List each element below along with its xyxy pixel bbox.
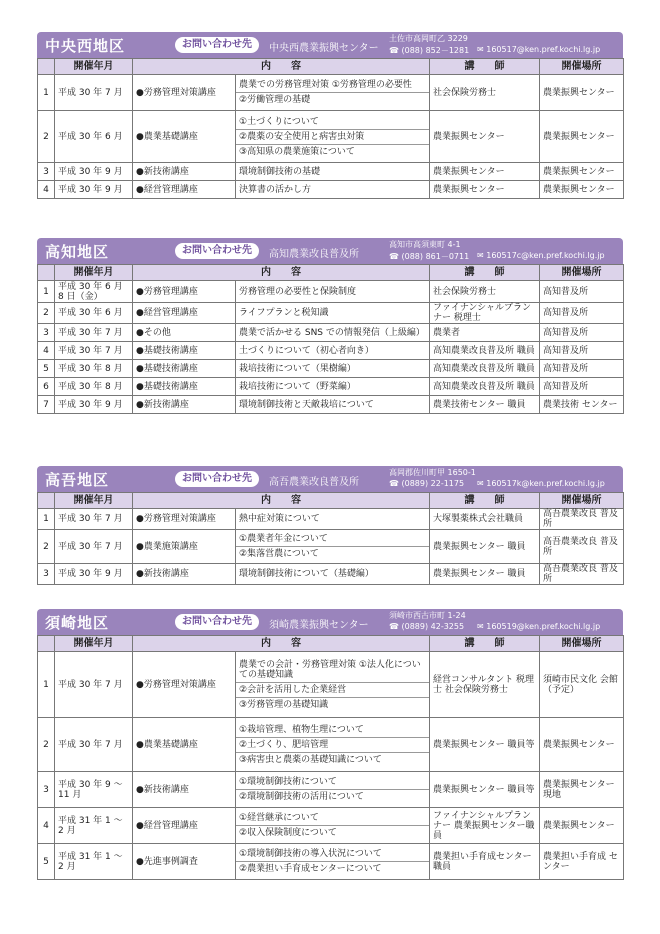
header-no: [38, 265, 55, 281]
region-header-band: [37, 609, 623, 635]
row-lecturer: 農業振興センター: [430, 181, 540, 199]
content-line: ①土づくりについて: [239, 116, 319, 127]
row-date: 平成 30 年 6 月: [55, 303, 133, 324]
region-name: 高吾地区: [45, 471, 110, 489]
row-lecturer: 社会保険労務士: [430, 75, 540, 111]
table-row: [38, 564, 624, 585]
content-line: 農業での労務管理対策 ①労務管理の必要性: [239, 80, 412, 90]
row-number: 2: [38, 718, 55, 772]
row-content: 栽培技術について（果樹編）: [236, 360, 430, 378]
header-lecturer: 講 師: [430, 265, 540, 281]
table-row: [38, 396, 624, 414]
row-number: 6: [38, 378, 55, 396]
content-line: ②土づくり、肥培管理: [236, 737, 429, 752]
row-number: 2: [38, 303, 55, 324]
row-lecturer: 農業振興センター 職員: [430, 564, 540, 585]
region-header-band: [37, 466, 623, 492]
row-content: [236, 530, 430, 564]
row-date: 平成 30 年 6 月: [55, 111, 133, 163]
content-line: ①環境制御技術について: [239, 777, 337, 787]
row-lecturer: ファイナンシャルプランナー 税理士: [430, 303, 540, 324]
row-date: 平成 30 年 7 月: [55, 718, 133, 772]
row-content: 環境制御技術と天敵栽培について: [236, 396, 430, 414]
content-line: ②収入保険制度について: [236, 825, 429, 840]
row-venue: 農業振興センター: [540, 75, 624, 111]
row-number: 2: [38, 111, 55, 163]
row-content: 土づくりについて（初心者向き）: [236, 342, 430, 360]
row-venue: 農業振興センター: [540, 718, 624, 772]
row-content: 環境制御技術について（基礎編）: [236, 564, 430, 585]
row-course: ●労務管理対策講座: [133, 509, 236, 530]
row-course: ●経営管理講座: [133, 181, 236, 199]
course-table: [37, 492, 624, 585]
content-line: 農業での会計・労務管理対策 ①法人化についての基礎知識: [239, 659, 421, 680]
row-venue: 農業振興センター 現地: [540, 772, 624, 808]
row-course: ●労務管理対策講座: [133, 75, 236, 111]
course-table: [37, 635, 624, 880]
table-header-row: [38, 493, 624, 509]
row-date: 平成 30 年 7 月: [55, 342, 133, 360]
header-content: 内 容: [133, 59, 430, 75]
region-name: 高知地区: [45, 243, 110, 261]
row-lecturer: 大塚製薬株式会社職員: [430, 509, 540, 530]
row-lecturer: 農業振興センター 職員: [430, 530, 540, 564]
header-date: 開催年月: [55, 636, 133, 652]
contact-pill: お問い合わせ先: [175, 614, 259, 630]
table-row: [38, 718, 624, 772]
header-date: 開催年月: [55, 59, 133, 75]
center-name: 高吾農業改良普及所: [269, 477, 359, 488]
row-number: 1: [38, 652, 55, 718]
row-lecturer: 社会保険労務士: [430, 281, 540, 303]
row-number: 1: [38, 281, 55, 303]
header-venue: 開催場所: [540, 59, 624, 75]
row-course: ●労務管理対策講座: [133, 652, 236, 718]
table-row: [38, 530, 624, 564]
row-number: 7: [38, 396, 55, 414]
row-date: 平成 30 年 9 月: [55, 181, 133, 199]
header-no: [38, 493, 55, 509]
row-venue: 農業振興センター: [540, 181, 624, 199]
row-content: [236, 772, 430, 808]
table-row: [38, 281, 624, 303]
row-date: 平成 30 年 9 月: [55, 564, 133, 585]
contact-pill: お問い合わせ先: [175, 37, 259, 53]
row-lecturer: 農業者: [430, 324, 540, 342]
center-email[interactable]: ✉ 160517c@ken.pref.kochi.lg.jp: [477, 251, 605, 260]
row-content: [236, 718, 430, 772]
row-number: 2: [38, 530, 55, 564]
header-content: 内 容: [133, 493, 430, 509]
row-course: ●先進事例調査: [133, 844, 236, 880]
row-content: 熱中症対策について: [236, 509, 430, 530]
center-phone: ☎ (0889) 22-1175: [389, 479, 465, 488]
row-date: 平成 31 年 1 ～ 2 月: [55, 844, 133, 880]
header-date: 開催年月: [55, 493, 133, 509]
row-course: ●農業施策講座: [133, 530, 236, 564]
row-content: 農業で活かせる SNS での情報発信（上級編）: [236, 324, 430, 342]
row-venue: 高知普及所: [540, 281, 624, 303]
row-venue: 高知普及所: [540, 360, 624, 378]
row-number: 5: [38, 360, 55, 378]
center-phone: ☎ (088) 861－0711: [389, 252, 470, 261]
row-lecturer: 経営コンサルタント 税理士 社会保険労務士: [430, 652, 540, 718]
table-row: [38, 75, 624, 111]
content-line: ③労務管理の基礎知識: [236, 697, 429, 712]
course-table: [37, 58, 624, 199]
row-venue: 高吾農業改良 普及所: [540, 564, 624, 585]
row-venue: 農業振興センター: [540, 808, 624, 844]
region-section: [37, 238, 623, 414]
row-date: 平成 30 年 7 月: [55, 530, 133, 564]
row-course: ●労務管理講座: [133, 281, 236, 303]
content-line: ②労働管理の基礎: [236, 92, 429, 107]
content-line: ②会計を活用した企業経営: [236, 682, 429, 697]
table-row: [38, 324, 624, 342]
row-course: ●基礎技術講座: [133, 378, 236, 396]
row-lecturer: 農業振興センター 職員等: [430, 718, 540, 772]
header-lecturer: 講 師: [430, 636, 540, 652]
header-content: 内 容: [133, 265, 430, 281]
row-lecturer: 農業振興センター: [430, 111, 540, 163]
row-date: 平成 30 年 7 月: [55, 75, 133, 111]
row-date: 平成 30 年 7 月: [55, 324, 133, 342]
row-venue: 農業技術 センター: [540, 396, 624, 414]
row-course: ●経営管理講座: [133, 303, 236, 324]
row-lecturer: 農業担い手育成センター 職員: [430, 844, 540, 880]
row-number: 4: [38, 181, 55, 199]
content-line: ②環境制御技術の活用について: [236, 789, 429, 804]
row-number: 3: [38, 772, 55, 808]
table-row: [38, 509, 624, 530]
content-line: ①農業者年金について: [239, 534, 328, 544]
row-venue: 農業振興センター: [540, 111, 624, 163]
row-venue: 農業振興センター: [540, 163, 624, 181]
row-lecturer: 高知農業改良普及所 職員: [430, 360, 540, 378]
region-header-band: [37, 238, 623, 264]
row-date: 平成 30 年 9 ～ 11 月: [55, 772, 133, 808]
row-date: 平成 30 年 9 月: [55, 396, 133, 414]
row-lecturer: 農業技術センター 職員: [430, 396, 540, 414]
row-venue: 高吾農業改良 普及所: [540, 530, 624, 564]
table-header-row: [38, 59, 624, 75]
row-lecturer: 高知農業改良普及所 職員: [430, 378, 540, 396]
region-section: [37, 466, 623, 585]
header-lecturer: 講 師: [430, 493, 540, 509]
row-course: ●新技術講座: [133, 564, 236, 585]
row-course: ●基礎技術講座: [133, 360, 236, 378]
content-line: ③病害虫と農薬の基礎知識について: [236, 752, 429, 767]
center-address: 土佐市高岡町乙 3229: [389, 34, 468, 43]
header-no: [38, 59, 55, 75]
row-venue: 高知普及所: [540, 342, 624, 360]
content-line: ①栽培管理、植物生理について: [239, 724, 364, 735]
row-venue: 高知普及所: [540, 303, 624, 324]
region-section: [37, 609, 623, 880]
row-course: ●農業基礎講座: [133, 718, 236, 772]
row-date: 平成 31 年 1 ～ 2 月: [55, 808, 133, 844]
row-content: [236, 75, 430, 111]
row-content: [236, 111, 430, 163]
table-row: [38, 772, 624, 808]
contact-pill: お問い合わせ先: [175, 243, 259, 259]
row-course: ●新技術講座: [133, 396, 236, 414]
row-course: ●新技術講座: [133, 163, 236, 181]
row-content: ライフプランと税知識: [236, 303, 430, 324]
header-content: 内 容: [133, 636, 430, 652]
row-number: 3: [38, 324, 55, 342]
content-line: ①経営継承について: [239, 813, 319, 823]
row-content: 労務管理の必要性と保険制度: [236, 281, 430, 303]
row-number: 1: [38, 75, 55, 111]
header-lecturer: 講 師: [430, 59, 540, 75]
table-header-row: [38, 636, 624, 652]
row-course: ●その他: [133, 324, 236, 342]
center-email[interactable]: ✉ 160517k@ken.pref.kochi.lg.jp: [477, 479, 605, 488]
content-line: ②農業担い手育成センターについて: [236, 861, 429, 876]
content-line: ①環境制御技術の導入状況について: [239, 849, 382, 859]
table-row: [38, 342, 624, 360]
center-name: 高知農業改良普及所: [269, 249, 359, 260]
row-number: 1: [38, 509, 55, 530]
course-table: [37, 264, 624, 414]
region-section: [37, 32, 623, 199]
header-date: 開催年月: [55, 265, 133, 281]
center-address: 須崎市西古市町 1-24: [389, 611, 466, 620]
row-date: 平成 30 年 7 月: [55, 509, 133, 530]
region-name: 中央西地区: [45, 37, 126, 55]
table-row: [38, 378, 624, 396]
row-number: 4: [38, 342, 55, 360]
content-line: ③高知県の農業施策について: [236, 144, 429, 159]
row-date: 平成 30 年 7 月: [55, 652, 133, 718]
table-row: [38, 360, 624, 378]
header-venue: 開催場所: [540, 265, 624, 281]
row-content: 栽培技術について（野菜編）: [236, 378, 430, 396]
center-address: 高知市高須東町 4-1: [389, 240, 461, 249]
row-venue: 高知普及所: [540, 324, 624, 342]
table-row: [38, 808, 624, 844]
row-course: ●新技術講座: [133, 772, 236, 808]
row-content: 決算書の活かし方: [236, 181, 430, 199]
row-number: 5: [38, 844, 55, 880]
table-row: [38, 163, 624, 181]
row-venue: 須崎市民文化 会館（予定）: [540, 652, 624, 718]
row-lecturer: 農業振興センター: [430, 163, 540, 181]
table-row: [38, 111, 624, 163]
table-row: [38, 303, 624, 324]
row-venue: 高吾農業改良 普及所: [540, 509, 624, 530]
row-content: [236, 808, 430, 844]
content-line: ②農薬の安全使用と病害虫対策: [236, 129, 429, 144]
contact-pill: お問い合わせ先: [175, 471, 259, 487]
row-date: 平成 30 年 8 月: [55, 378, 133, 396]
row-number: 3: [38, 163, 55, 181]
row-number: 3: [38, 564, 55, 585]
row-date: 平成 30 年 8 月: [55, 360, 133, 378]
table-row: [38, 844, 624, 880]
center-phone: ☎ (088) 852－1281: [389, 46, 470, 55]
row-venue: 高知普及所: [540, 378, 624, 396]
center-email[interactable]: ✉ 160517@ken.pref.kochi.lg.jp: [477, 45, 601, 54]
row-content: [236, 844, 430, 880]
center-phone: ☎ (0889) 42-3255: [389, 622, 465, 631]
row-content: [236, 652, 430, 718]
center-email[interactable]: ✉ 160519@ken.pref.kochi.lg.jp: [477, 622, 601, 631]
content-line: ②集落営農について: [236, 546, 429, 561]
center-name: 中央西農業振興センター: [269, 43, 379, 54]
row-course: ●農業基礎講座: [133, 111, 236, 163]
table-row: [38, 181, 624, 199]
row-venue: 農業担い手育成 センター: [540, 844, 624, 880]
row-lecturer: 高知農業改良普及所 職員: [430, 342, 540, 360]
center-address: 高岡郡佐川町甲 1650-1: [389, 468, 476, 477]
region-header-band: [37, 32, 623, 58]
center-name: 須崎農業振興センター: [269, 620, 369, 631]
header-no: [38, 636, 55, 652]
row-lecturer: ファイナンシャルプランナー 農業振興センター職員: [430, 808, 540, 844]
row-date: 平成 30 年 6 月 8 日（金）: [55, 281, 133, 303]
row-content: 環境制御技術の基礎: [236, 163, 430, 181]
table-header-row: [38, 265, 624, 281]
region-name: 須崎地区: [45, 614, 110, 632]
row-lecturer: 農業振興センター 職員等: [430, 772, 540, 808]
table-row: [38, 652, 624, 718]
row-course: ●基礎技術講座: [133, 342, 236, 360]
row-date: 平成 30 年 9 月: [55, 163, 133, 181]
header-venue: 開催場所: [540, 493, 624, 509]
header-venue: 開催場所: [540, 636, 624, 652]
row-number: 4: [38, 808, 55, 844]
row-course: ●経営管理講座: [133, 808, 236, 844]
